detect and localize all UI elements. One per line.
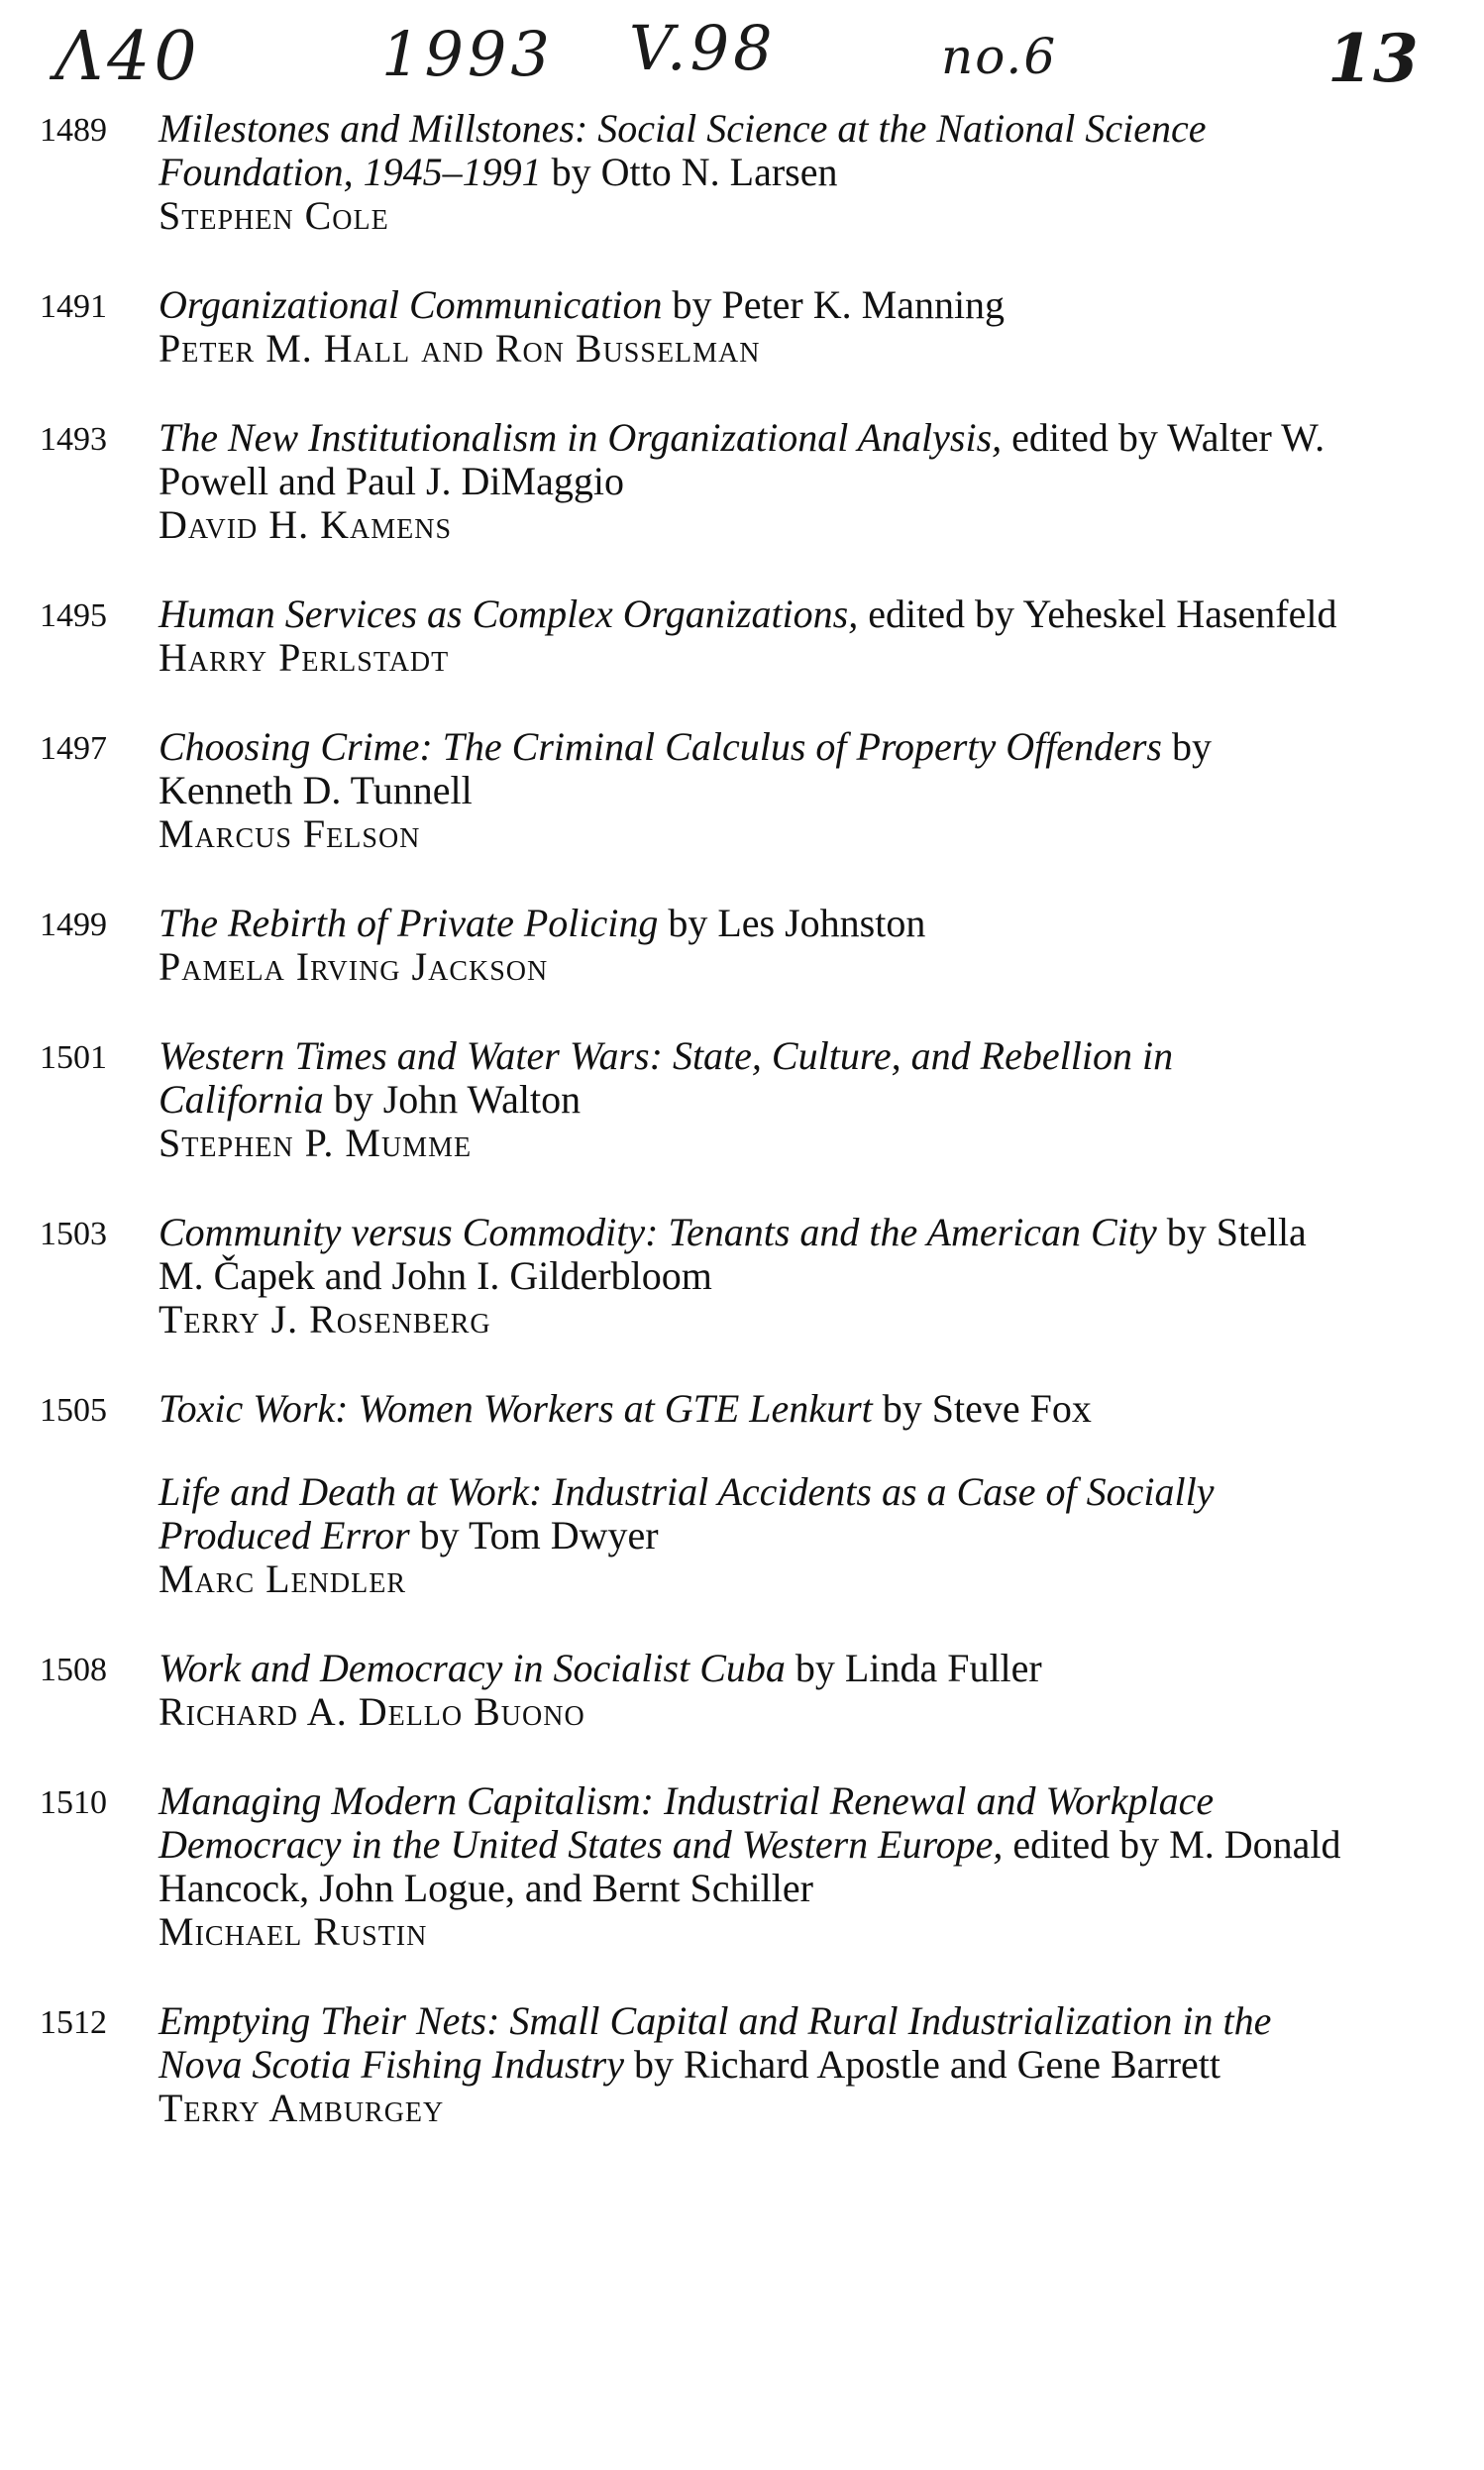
book-title: Toxic Work: Women Workers at GTE Lenkurt	[159, 1386, 873, 1431]
book-citation	[159, 592, 1347, 636]
review-entry	[40, 283, 1347, 371]
handwritten-note: no.6	[941, 28, 1058, 85]
book-citation	[159, 1211, 1347, 1298]
book-citation	[159, 283, 1347, 327]
book-author: by Peter K. Manning	[662, 282, 1006, 327]
book-citation	[159, 1779, 1347, 1910]
book-title: Emptying Their Nets: Small Capital and Rural Industrialization in the Nova Scotia Fishing Industry	[159, 1998, 1272, 2087]
handwritten-note: V.98	[629, 12, 777, 84]
book-author: by Stella M. Čapek and John I. Gilderbloom	[159, 1210, 1307, 1298]
book-citation	[159, 725, 1347, 812]
book-citation	[159, 1470, 1347, 1557]
reviewer-name: Pamela Irving Jackson	[159, 944, 549, 989]
reviewer-name: Richard A. Dello Buono	[159, 1689, 585, 1734]
book-author: edited by M. Donald Hancock, John Logue, and Bernt Schiller	[159, 1822, 1341, 1910]
review-entry	[40, 1034, 1347, 1165]
reviewer-name: Marcus Felson	[159, 811, 421, 856]
reviewer-name: Terry Amburgey	[159, 2086, 445, 2130]
book-citation	[159, 416, 1347, 503]
book-title: Choosing Crime: The Criminal Calculus of Property Offenders	[159, 724, 1162, 769]
page-number: 1508	[40, 1652, 107, 1688]
book-author: edited by Walter W. Powell and Paul J. DiMaggio	[159, 415, 1325, 503]
review-entry	[40, 1779, 1347, 1954]
review-entry	[40, 902, 1347, 989]
book-author: by Richard Apostle and Gene Barrett	[623, 2042, 1221, 2087]
reviewer-name: David H. Kamens	[159, 502, 453, 547]
page-number: 1510	[40, 1784, 107, 1821]
reviewer-name: Stephen P. Mumme	[159, 1121, 473, 1165]
book-title: Organizational Communication	[159, 282, 663, 327]
book-citation	[159, 1647, 1347, 1690]
handwritten-note: 13	[1327, 20, 1419, 97]
page-number: 1505	[40, 1392, 107, 1429]
page-number: 1512	[40, 2004, 107, 2041]
page-number: 1491	[40, 288, 107, 325]
reviewer-name: Harry Perlstadt	[159, 635, 450, 680]
book-title: The New Institutionalism in Organizational Analysis,	[159, 415, 1003, 460]
page-number: 1501	[40, 1039, 107, 1076]
reviewer-name: Marc Lendler	[159, 1557, 406, 1601]
book-title: Human Services as Complex Organizations,	[159, 591, 859, 636]
book-author: by John Walton	[323, 1077, 582, 1122]
book-citation	[159, 902, 1347, 945]
reviewer-name: Michael Rustin	[159, 1909, 428, 1954]
review-entry	[40, 1647, 1347, 1734]
handwritten-note: Λ40	[54, 18, 201, 96]
book-author: by Tom Dwyer	[409, 1513, 659, 1557]
review-entry	[40, 725, 1347, 856]
review-entry	[40, 416, 1347, 547]
review-entry	[40, 1999, 1347, 2130]
review-entry	[40, 592, 1347, 680]
book-title: Life and Death at Work: Industrial Accidents as a Case of Socially Produced Error	[159, 1469, 1215, 1557]
book-title: The Rebirth of Private Policing	[159, 901, 659, 945]
book-title: Community versus Commodity: Tenants and the American City	[159, 1210, 1157, 1254]
book-title: Milestones and Millstones: Social Science at the National Science Foundation, 1945–1991	[159, 106, 1207, 194]
book-citation	[159, 1999, 1347, 2087]
review-entry	[40, 107, 1347, 238]
book-author: by Kenneth D. Tunnell	[159, 724, 1212, 812]
review-entry	[40, 1211, 1347, 1342]
page-number: 1493	[40, 421, 107, 458]
review-list	[40, 107, 1347, 2130]
book-title: Managing Modern Capitalism: Industrial Renewal and Workplace Democracy in the United States and Western Europe,	[159, 1778, 1215, 1867]
book-author: by Linda Fuller	[785, 1646, 1042, 1690]
book-author: edited by Yeheskel Hasenfeld	[858, 591, 1337, 636]
book-author: by Steve Fox	[872, 1386, 1092, 1431]
reviewer-name: Terry J. Rosenberg	[159, 1297, 491, 1342]
handwritten-notes	[0, 0, 1484, 119]
book-title: Western Times and Water Wars: State, Culture, and Rebellion in California	[159, 1033, 1174, 1122]
page-number: 1497	[40, 730, 107, 767]
book-citation	[159, 1034, 1347, 1122]
page-number: 1499	[40, 907, 107, 943]
book-author: by Otto N. Larsen	[541, 150, 838, 194]
page-number: 1495	[40, 597, 107, 634]
book-citation	[159, 1387, 1347, 1431]
reviewer-name: Stephen Cole	[159, 193, 389, 238]
review-entry	[40, 1387, 1347, 1601]
book-author: by Les Johnston	[658, 901, 926, 945]
book-citation	[159, 107, 1347, 194]
book-title: Work and Democracy in Socialist Cuba	[159, 1646, 786, 1690]
handwritten-note: 1993	[381, 18, 554, 90]
page-number: 1489	[40, 112, 107, 149]
reviewer-name: Peter M. Hall and Ron Busselman	[159, 326, 761, 371]
page-number: 1503	[40, 1216, 107, 1252]
